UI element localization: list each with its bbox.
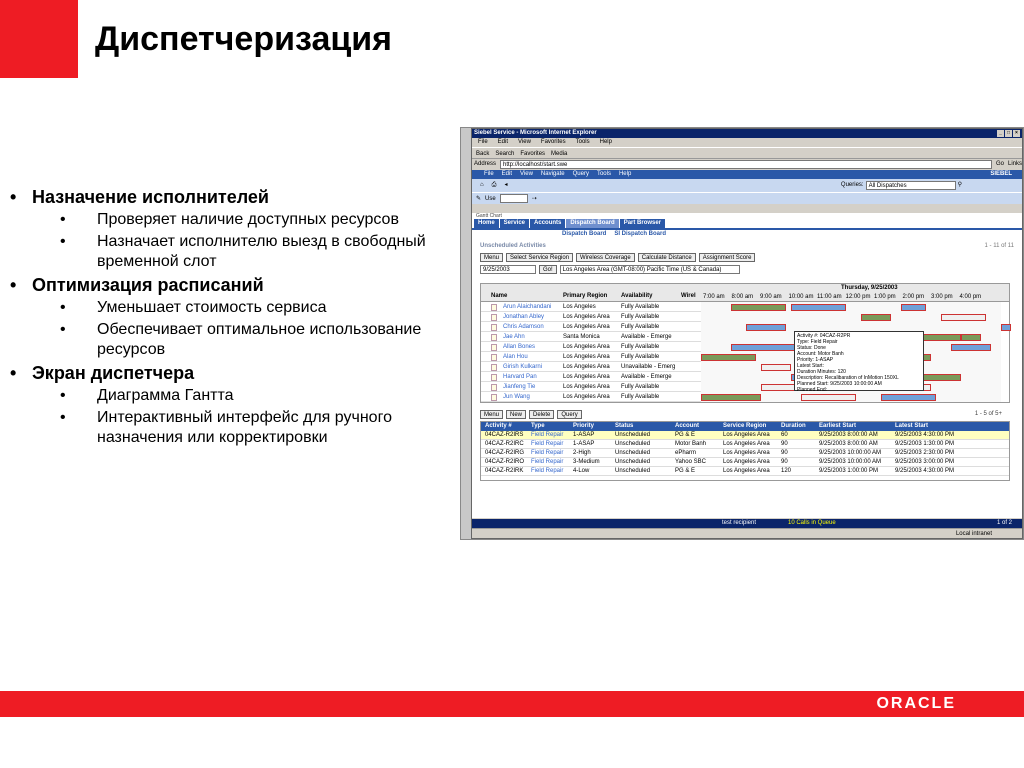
arrow-icon[interactable]: ⇢: [531, 195, 537, 202]
menu-item[interactable]: View: [518, 139, 531, 145]
tooltip-line: Priority: 1-ASAP: [797, 357, 834, 363]
engineer-name[interactable]: Jae Ahn: [503, 334, 525, 340]
accent-square: [0, 0, 78, 78]
gantt-row[interactable]: [481, 382, 701, 392]
tooltip-line: Account: Motor Banh: [797, 351, 844, 357]
table-cell: Unscheduled: [615, 450, 651, 456]
status-left: test recipient: [722, 520, 757, 526]
list-column-header[interactable]: Type: [531, 423, 545, 429]
unscheduled-header: [472, 242, 1022, 250]
browser-window: [471, 128, 1023, 539]
time-label: 10:00 am: [788, 294, 814, 300]
table-cell: 9/25/2003 3:00:00 PM: [895, 459, 955, 465]
tooltip-line: Planned Start: 9/25/2003 10:00:00 AM: [797, 381, 882, 387]
menu-item[interactable]: File: [478, 139, 488, 145]
schedule-bar[interactable]: [941, 314, 986, 321]
list-count: 1 - 5 of 5+: [974, 411, 1002, 417]
engineer-region: Santa Monica: [563, 334, 600, 340]
time-label: 8:00 am: [731, 294, 754, 300]
go-date-button[interactable]: Go!: [539, 265, 557, 274]
table-cell[interactable]: Field Repair: [531, 459, 564, 465]
bullet-dot: •: [10, 275, 17, 295]
gantt-row[interactable]: [481, 322, 701, 332]
applet-button[interactable]: Assignment Score: [699, 253, 756, 262]
view-tab[interactable]: Dispatch Board: [562, 231, 607, 237]
table-cell: 9/25/2003 1:30:00 PM: [895, 441, 955, 447]
table-row[interactable]: [481, 467, 1009, 476]
engineer-name[interactable]: Allan Bones: [503, 344, 536, 350]
siebel-statusbar: [472, 519, 1022, 528]
engineer-region: Los Angeles Area: [563, 364, 610, 370]
table-cell: Los Angeles Area: [723, 441, 770, 447]
gantt-chart: [480, 283, 1010, 403]
siebel-menu-item[interactable]: File: [484, 171, 494, 177]
gantt-day: Thursday, 9/25/2003: [841, 285, 898, 291]
links-button[interactable]: Links: [1007, 161, 1022, 167]
table-cell: 9/25/2003 8:00:00 AM: [819, 432, 878, 438]
list-button[interactable]: Delete: [529, 410, 554, 419]
time-label: 7:00 am: [703, 294, 725, 300]
home-icon[interactable]: ⌂: [480, 182, 484, 188]
record-icon: [491, 324, 497, 331]
gantt-row[interactable]: [481, 302, 701, 312]
engineer-name[interactable]: Girish Kulkarni: [503, 364, 543, 370]
gantt-header: [481, 284, 1009, 302]
applet-button[interactable]: Wireless Coverage: [576, 253, 635, 262]
list-column-header[interactable]: Earliest Start: [819, 423, 857, 429]
bullet-text: Экран диспетчера: [32, 363, 195, 383]
table-row[interactable]: [481, 440, 1009, 449]
record-icon: [491, 374, 497, 381]
table-row[interactable]: [481, 458, 1009, 467]
menu-item[interactable]: Edit: [497, 139, 509, 145]
engineer-name[interactable]: Jun Wang: [503, 394, 530, 400]
tab-part-browser[interactable]: Part Browser: [620, 219, 665, 228]
engineer-region: Los Angeles Area: [563, 314, 610, 320]
siebel-menu-item[interactable]: Query: [572, 171, 589, 177]
print-icon[interactable]: ⎙: [491, 182, 497, 188]
siebel-menu-item[interactable]: Help: [618, 171, 632, 177]
gantt-row[interactable]: [481, 392, 701, 402]
table-cell[interactable]: 04CAZ-R2IRG: [485, 450, 525, 456]
record-icon: [491, 384, 497, 391]
applet-buttons: [472, 252, 1022, 262]
schedule-bar[interactable]: [961, 334, 981, 341]
sub-bullet-item: [10, 232, 470, 272]
gantt-row[interactable]: [481, 312, 701, 322]
engineer-name[interactable]: Alan Hou: [503, 354, 528, 360]
toolbar-button[interactable]: Favorites: [520, 151, 546, 157]
time-label: 11:00 am: [817, 294, 842, 300]
menu-item[interactable]: Help: [599, 139, 612, 145]
table-cell: 90: [781, 450, 788, 456]
list-button[interactable]: New: [506, 410, 526, 419]
engineer-region: Los Angeles: [563, 304, 596, 310]
table-cell: Yahoo SBC: [675, 459, 706, 465]
engineer-name[interactable]: Chris Adamson: [503, 324, 544, 330]
table-cell[interactable]: Field Repair: [531, 441, 564, 447]
engineer-availability: Unavailable - Emerg: [621, 364, 676, 370]
list-column-header[interactable]: Duration: [781, 423, 806, 429]
schedule-bar[interactable]: [731, 344, 801, 351]
engineer-availability: Fully Available: [621, 304, 660, 310]
toolbar-button[interactable]: Media: [551, 151, 568, 157]
engineer-region: Los Angeles Area: [563, 384, 610, 390]
status-page: 1 of 2: [996, 520, 1012, 526]
window-titlebar: [472, 129, 1022, 138]
table-cell: Los Angeles Area: [723, 459, 770, 465]
engineer-region: Los Angeles Area: [563, 374, 610, 380]
engineer-availability: Fully Available: [621, 324, 660, 330]
record-icon: [491, 344, 497, 351]
schedule-bar[interactable]: [801, 394, 856, 401]
tab-service[interactable]: Service: [500, 219, 529, 228]
screen-tabs: [472, 219, 1022, 228]
gantt-row[interactable]: [481, 332, 701, 342]
queries-select[interactable]: All Dispatches: [866, 181, 956, 190]
engineer-availability: Fully Available: [621, 344, 660, 350]
schedule-bar[interactable]: [901, 304, 926, 311]
schedule-bar[interactable]: [701, 354, 756, 361]
engineer-region: Los Angeles Area: [563, 394, 610, 400]
status-queue: 10 Calls in Queue: [788, 520, 836, 526]
engineer-availability: Fully Available: [621, 394, 660, 400]
gantt-row[interactable]: [481, 352, 701, 362]
schedule-bar[interactable]: [761, 364, 791, 371]
tooltip-line: Type: Field Repair: [797, 339, 838, 345]
menu-item[interactable]: Favorites: [540, 139, 566, 145]
engineer-availability: Fully Available: [621, 354, 660, 360]
applet-button[interactable]: Select Service Region: [506, 253, 573, 262]
record-icon: [491, 354, 497, 361]
time-label: 9:00 am: [760, 294, 782, 300]
tooltip-line: Duration Minutes: 120: [797, 369, 846, 375]
table-cell: Los Angeles Area: [723, 450, 770, 456]
table-cell: 9/25/2003 1:00:00 PM: [819, 468, 879, 474]
zone-label: Local intranet: [955, 531, 992, 537]
table-cell: Unscheduled: [615, 468, 651, 474]
table-cell[interactable]: Field Repair: [531, 432, 564, 438]
gantt-chart-label: Gantt Chart: [476, 213, 502, 219]
page-title: Диспетчеризация: [95, 20, 393, 58]
tooltip-line: Activity #: 04CAZ-R2PR: [797, 333, 851, 339]
bullet-dot: •: [10, 187, 17, 207]
list-column-header[interactable]: Activity #: [485, 423, 512, 429]
table-cell[interactable]: 04CAZ-R2IRC: [485, 441, 524, 447]
tab-home[interactable]: Home: [474, 219, 499, 228]
engineer-name[interactable]: Jianfeng Tie: [503, 384, 536, 390]
time-label: 3:00 pm: [931, 294, 953, 300]
bullet-list: [10, 186, 470, 450]
tooltip-line: Status: Done: [797, 345, 826, 351]
table-cell: 9/25/2003 8:00:00 AM: [819, 441, 878, 447]
bullet-item: [10, 186, 470, 208]
address-input[interactable]: http://localhost/start.swe: [500, 160, 992, 169]
tooltip-line: Planned End:: [797, 387, 828, 393]
siebel-toolbar: [472, 179, 1022, 192]
sub-bullet-text: Обеспечивает оптимальное использование ресурсов: [97, 321, 422, 358]
maximize-icon[interactable]: □: [1006, 130, 1011, 136]
bullet-item: [10, 274, 470, 296]
browser-toolbar: [472, 147, 1022, 159]
gantt-column-header: Availability: [621, 293, 653, 299]
bullet-dot: •: [60, 321, 66, 338]
date-row: [472, 264, 1022, 274]
engineer-availability: Available - Emerge: [621, 334, 672, 340]
record-icon: [491, 304, 497, 311]
activity-tooltip: [794, 331, 924, 391]
table-cell: 9/25/2003 10:00:00 AM: [819, 450, 882, 456]
gantt-row[interactable]: [481, 342, 701, 352]
siebel-menu-item[interactable]: Navigate: [540, 171, 565, 177]
sub-bullet-text: Диаграмма Гантта: [97, 387, 234, 404]
browser-menubar: [472, 138, 1022, 147]
table-cell: Los Angeles Area: [723, 468, 770, 474]
table-cell: 2-High: [573, 450, 591, 456]
table-cell: 1-ASAP: [573, 441, 595, 447]
engineer-availability: Fully Available: [621, 384, 660, 390]
table-cell[interactable]: Field Repair: [531, 468, 564, 474]
table-cell: 1-ASAP: [573, 432, 595, 438]
oracle-logo: ORACLE: [876, 695, 956, 712]
table-cell: 9/25/2003 2:30:00 PM: [895, 450, 955, 456]
bullet-item: [10, 362, 470, 384]
bullet-text: Назначение исполнителей: [32, 187, 269, 207]
gantt-column-header: Primary Region: [563, 293, 608, 299]
engineer-name[interactable]: Jonathan Abley: [503, 314, 545, 320]
toolbar-button[interactable]: Back: [476, 151, 490, 157]
table-cell: 9/25/2003 4:30:00 PM: [895, 468, 955, 474]
table-cell: Unscheduled: [615, 459, 651, 465]
engineer-name[interactable]: Arun Alaichandani: [503, 304, 552, 310]
close-icon[interactable]: ×: [1013, 130, 1020, 137]
table-cell: Los Angeles Area: [723, 432, 770, 438]
list-button[interactable]: Menu: [480, 410, 503, 419]
use-bar: [472, 192, 1022, 204]
engineer-availability: Available - Emerge: [621, 374, 672, 380]
edit-icon[interactable]: ✎: [476, 195, 482, 202]
bullet-dot: •: [60, 233, 66, 250]
siebel-menu-item[interactable]: Edit: [501, 171, 513, 177]
schedule-bar[interactable]: [731, 304, 786, 311]
footer-bar: [0, 691, 1024, 717]
sub-bullet-item: [10, 320, 470, 360]
gantt-column-header: Wirel: [681, 293, 696, 299]
schedule-bar[interactable]: [951, 344, 991, 351]
siebel-menubar: [472, 170, 1022, 179]
sub-bullet-item: [10, 408, 470, 448]
schedule-bar[interactable]: [881, 394, 936, 401]
siebel-menu-item[interactable]: View: [520, 171, 533, 177]
bullet-dot: •: [60, 299, 66, 316]
engineer-region: Los Angeles Area: [563, 324, 610, 330]
ie-statusbar: [472, 528, 1022, 538]
table-cell: Motor Banh: [675, 441, 707, 447]
bullet-dot: •: [60, 211, 66, 228]
queries-label: Queries:: [840, 182, 864, 188]
tooltip-line: Description: Recalibaration of InMotion 150XL: [797, 375, 899, 381]
table-cell: Unscheduled: [615, 432, 651, 438]
time-label: 4:00 pm: [959, 294, 982, 300]
engineer-region: Los Angeles Area: [563, 354, 610, 360]
table-cell: 90: [781, 459, 788, 465]
table-cell: 4-Low: [573, 468, 590, 474]
engineer-availability: Fully Available: [621, 314, 660, 320]
record-icon: [491, 364, 497, 371]
table-row[interactable]: [481, 449, 1009, 458]
activity-list: [480, 421, 1010, 481]
bullet-text: Оптимизация расписаний: [32, 275, 264, 295]
sub-bullet-text: Назначает исполнителю выезд в свободный временной слот: [97, 233, 426, 270]
applet-button[interactable]: Calculate Distance: [638, 253, 696, 262]
menu-item[interactable]: Tools: [575, 139, 590, 145]
toolbar-button[interactable]: Search: [495, 151, 515, 157]
tab-dispatch-board[interactable]: Dispatch Board: [566, 219, 618, 228]
table-cell: PG & E: [675, 432, 696, 438]
address-bar: [472, 159, 1022, 170]
time-label: 2:00 pm: [902, 294, 925, 300]
screenshot-frame: [460, 127, 1024, 540]
record-icon: [491, 334, 497, 341]
table-cell[interactable]: 04CAZ-R2IRO: [485, 459, 525, 465]
schedule-bar[interactable]: [791, 304, 846, 311]
view-tab[interactable]: SI Dispatch Board: [614, 231, 667, 237]
table-cell: Unscheduled: [615, 441, 651, 447]
region-field[interactable]: Los Angeles Area (GMT-08:00) Pacific Time (US & Canada): [560, 265, 740, 274]
tooltip-line: Latest Start:: [797, 363, 824, 369]
schedule-bar[interactable]: [921, 374, 961, 381]
sub-bullet-text: Уменьшает стоимость сервиса: [97, 299, 327, 316]
list-header-row: [481, 422, 1009, 431]
table-cell[interactable]: Field Repair: [531, 450, 564, 456]
window-title: Siebel Service - Microsoft Internet Explorer: [474, 130, 597, 136]
time-label: 12:00 pm: [845, 294, 871, 300]
list-button[interactable]: Query: [557, 410, 581, 419]
table-cell: 3-Medium: [573, 459, 600, 465]
gantt-row[interactable]: [481, 362, 701, 372]
gantt-column-header: Name: [491, 293, 508, 299]
applet-button[interactable]: Menu: [480, 253, 503, 262]
table-cell: 120: [781, 468, 792, 474]
table-cell: PG & E: [675, 468, 696, 474]
minimize-icon[interactable]: _: [997, 130, 1004, 137]
go-button[interactable]: Go: [995, 161, 1004, 167]
use-select[interactable]: [500, 194, 528, 203]
engineer-name[interactable]: Harvard Pan: [503, 374, 537, 380]
sub-bullet-item: [10, 386, 470, 406]
use-label: Use: [485, 195, 496, 202]
list-column-header[interactable]: Status: [615, 423, 634, 429]
tab-accounts[interactable]: Accounts: [530, 219, 565, 228]
back-icon[interactable]: ◂: [504, 182, 508, 188]
schedule-bar[interactable]: [861, 314, 891, 321]
schedule-bar[interactable]: [1001, 324, 1011, 331]
table-cell[interactable]: 04CAZ-R2IRS: [485, 432, 524, 438]
view-tabs: [472, 228, 1022, 236]
list-column-header[interactable]: Priority: [573, 423, 595, 429]
list-column-header[interactable]: Latest Start: [895, 423, 929, 429]
siebel-logo: SIEBEL: [990, 171, 1012, 177]
sub-bullet-text: Интерактивный интерфейс для ручного назначения или корректировки: [97, 409, 392, 446]
sub-bullet-item: [10, 210, 470, 230]
siebel-menu-item[interactable]: Tools: [596, 171, 611, 177]
list-buttons: [480, 409, 1010, 419]
list-column-header[interactable]: Service Region: [723, 423, 767, 429]
list-column-header[interactable]: Account: [675, 423, 699, 429]
schedule-bar[interactable]: [746, 324, 786, 331]
bullet-dot: •: [60, 387, 66, 404]
time-label: 1:00 pm: [874, 294, 896, 300]
record-icon: [491, 394, 497, 401]
table-row[interactable]: [481, 431, 1009, 440]
gantt-row[interactable]: [481, 372, 701, 382]
bullet-dot: •: [60, 409, 66, 426]
address-label: Address: [474, 161, 497, 167]
date-input[interactable]: 9/25/2003: [480, 265, 536, 274]
table-cell: 90: [781, 441, 788, 447]
sub-bullet-text: Проверяет наличие доступных ресурсов: [97, 211, 399, 228]
engineer-region: Los Angeles Area: [563, 344, 610, 350]
query-search-icon[interactable]: ⚲: [957, 182, 962, 188]
sub-bullet-item: [10, 298, 470, 318]
table-cell: ePharm: [675, 450, 697, 456]
table-cell: 9/25/2003 4:30:00 PM: [895, 432, 955, 438]
unscheduled-title: Unscheduled Activities: [480, 243, 546, 249]
table-cell[interactable]: 04CAZ-R2IRK: [485, 468, 524, 474]
table-cell: 9/25/2003 10:00:00 AM: [819, 459, 882, 465]
record-icon: [491, 314, 497, 321]
schedule-bar[interactable]: [701, 394, 761, 401]
siebel-page: [472, 213, 1022, 518]
record-count: 1 - 11 of 11: [984, 243, 1014, 249]
bullet-dot: •: [10, 363, 17, 383]
table-cell: 60: [781, 432, 788, 438]
